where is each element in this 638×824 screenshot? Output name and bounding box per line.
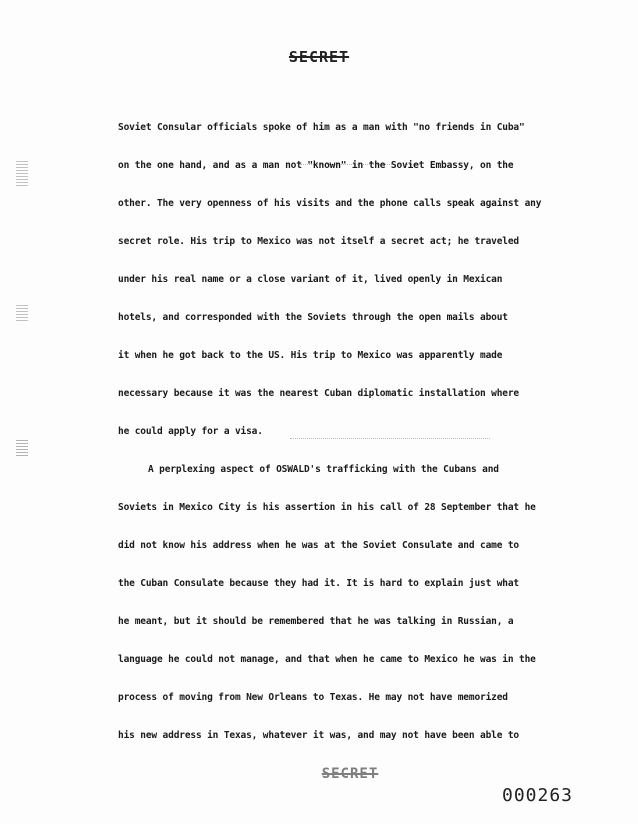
- header-classification-text: SECRET: [288, 48, 350, 66]
- text-line: it when he got back to the US. His trip to Mexico was apparently made: [118, 350, 503, 361]
- text-line: did not know his address when he was at the Soviet Consulate and came to: [118, 540, 520, 551]
- text-line: Soviets in Mexico City is his assertion in his call of 28 September that he: [118, 502, 536, 513]
- text-line: he meant, but it should be remembered that he was talking in Russian, a: [118, 616, 514, 627]
- text-line: process of moving from New Orleans to Texas. He may not have memorized: [118, 692, 508, 703]
- text-line: secret role. His trip to Mexico was not itself a secret act; he traveled: [118, 236, 520, 247]
- paragraph-1: [118, 117, 618, 459]
- text-line: he could apply for a visa.: [118, 426, 263, 437]
- text-line: language he could not manage, and that when he came to Mexico he was in the: [118, 654, 536, 665]
- document-number: 000263: [502, 785, 574, 806]
- margin-smudge-mark: [16, 440, 28, 456]
- header-classification-stamp: [0, 48, 638, 66]
- text-line: under his real name or a close variant of it, lived openly in Mexican: [118, 274, 503, 285]
- text-line: necessary because it was the nearest Cuban diplomatic installation where: [118, 388, 520, 399]
- text-line: the Cuban Consulate because they had it. It is hard to explain just what: [118, 578, 520, 589]
- text-line: Soviet Consular officials spoke of him as a man with "no friends in Cuba": [118, 122, 525, 133]
- margin-smudge-mark: [16, 160, 28, 186]
- footer-classification-text: SECRET: [321, 766, 379, 782]
- text-line: on the one hand, and as a man not "known" in the Soviet Embassy, on the: [118, 160, 514, 171]
- margin-smudge-mark: [16, 305, 28, 321]
- text-line: his new address in Texas, whatever it was, and may not have been able to: [118, 730, 520, 741]
- paragraph-2: [118, 459, 618, 763]
- text-line: other. The very openness of his visits and the phone calls speak against any: [118, 198, 542, 209]
- document-body: [118, 117, 618, 763]
- text-line: hotels, and corresponded with the Soviets through the open mails about: [118, 312, 508, 323]
- footer-classification-stamp: [0, 766, 638, 782]
- text-line: A perplexing aspect of OSWALD's trafficking with the Cubans and: [148, 464, 499, 475]
